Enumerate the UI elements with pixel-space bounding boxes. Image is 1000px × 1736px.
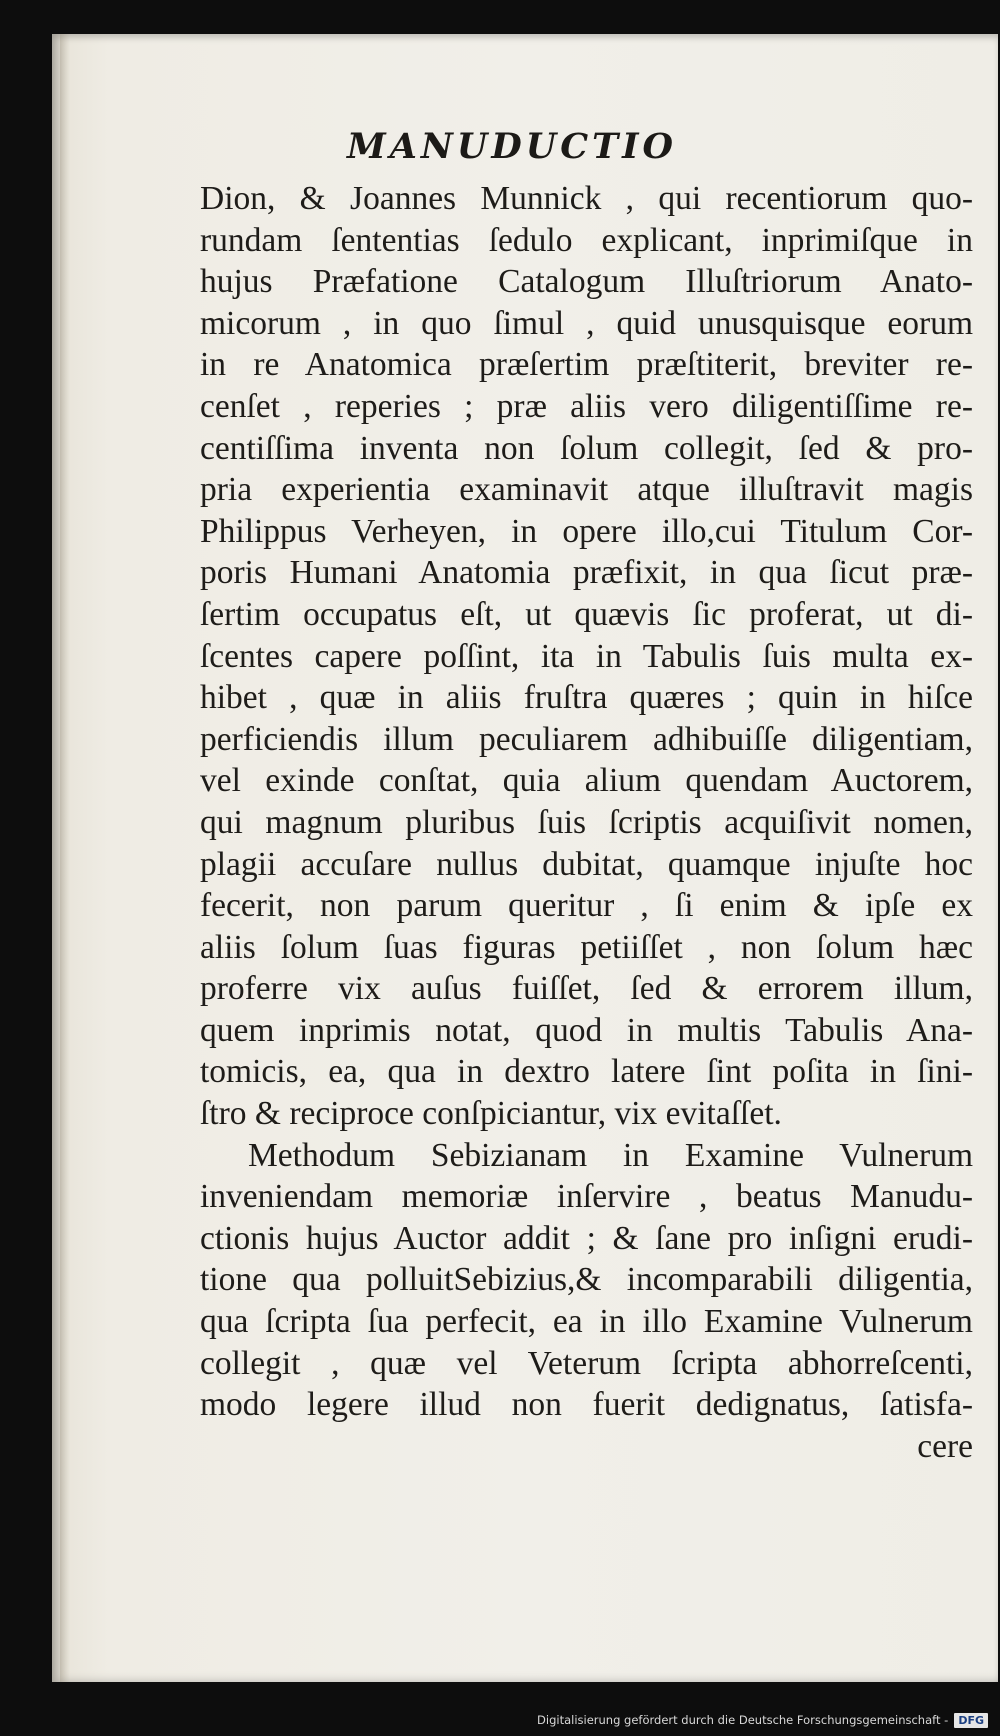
text-line: in re Anatomica præſertim præſtiterit, breviter re- [200, 346, 973, 384]
text-line: pria experientia examinavit atque illuſtravit magis [200, 471, 973, 509]
text-line: proferre vix auſus fuiſſet, ſed & errorem illum, [200, 970, 973, 1008]
text-line: poris Humani Anatomia præfixit, in qua ſicut præ- [200, 554, 973, 592]
digitization-credit [537, 1710, 988, 1730]
body-text [200, 178, 973, 1467]
text-line: quem inprimis notat, quod in multis Tabulis Ana- [200, 1011, 973, 1049]
text-line: collegit , quæ vel Veterum ſcripta abhorreſcenti, [200, 1344, 973, 1382]
dfg-logo-icon: DFG [954, 1713, 988, 1728]
text-line: micorum , in quo ſimul , quid unusquisque eorum [200, 304, 973, 342]
text-line: ſtro & reciproce conſpiciantur, vix evitaſſet. [200, 1095, 782, 1133]
text-line: centiſſima inventa non ſolum collegit, ſed & pro- [200, 429, 973, 467]
text-line: fecerit, non parum queritur , ſi enim & ipſe ex [200, 887, 973, 925]
text-line: cenſet , reperies ; præ aliis vero diligentiſſime re- [200, 387, 973, 425]
catchword: cere [917, 1427, 973, 1465]
text-line: hibet , quæ in aliis fruſtra quæres ; quin in hiſce [200, 679, 973, 717]
text-line: modo legere illud non fuerit dedignatus, ſatisfa- [200, 1386, 973, 1424]
text-line: ctionis hujus Auctor addit ; & ſane pro inſigni erudi- [200, 1219, 973, 1257]
text-line: aliis ſolum ſuas figuras petiiſſet , non ſolum hæc [200, 928, 973, 966]
text-line: ſcentes capere poſſint, ita in Tabulis ſuis multa ex- [200, 637, 973, 675]
text-line: tione qua polluitSebizius,& incomparabili diligentia, [200, 1261, 973, 1299]
text-line: qua ſcripta ſua perfecit, ea in illo Examine Vulnerum [200, 1303, 973, 1341]
text-line: qui magnum pluribus ſuis ſcriptis acquiſivit nomen, [200, 803, 973, 841]
text-line: hujus Præfatione Catalogum Illuſtriorum Anato- [200, 263, 973, 301]
text-line: perficiendis illum peculiarem adhibuiſſe diligentiam, [200, 720, 973, 758]
text-line: vel exinde conſtat, quia alium quendam Auctorem, [200, 762, 973, 800]
credit-text: Digitalisierung gefördert durch die Deutsche Forschungsgemeinschaft - [537, 1713, 949, 1727]
text-line: plagii accuſare nullus dubitat, quamque injuſte hoc [200, 845, 973, 883]
text-line: Philippus Verheyen, in opere illo,cui Titulum Cor- [200, 512, 973, 550]
text-line: tomicis, ea, qua in dextro latere ſint poſita in ſini- [200, 1053, 973, 1091]
running-head: MANUDUCTIO [346, 126, 678, 167]
text-line: inveniendam memoriæ inſervire , beatus Manudu- [200, 1178, 973, 1216]
book-page [52, 34, 998, 1682]
text-line: ſertim occupatus eſt, ut quævis ſic proferat, ut di- [200, 595, 973, 633]
text-line: rundam ſententias ſedulo explicant, inprimiſque in [200, 221, 973, 259]
text-line: Dion, & Joannes Munnick , qui recentiorum quo- [200, 180, 973, 217]
text-line: Methodum Sebizianam in Examine Vulnerum [248, 1136, 973, 1174]
